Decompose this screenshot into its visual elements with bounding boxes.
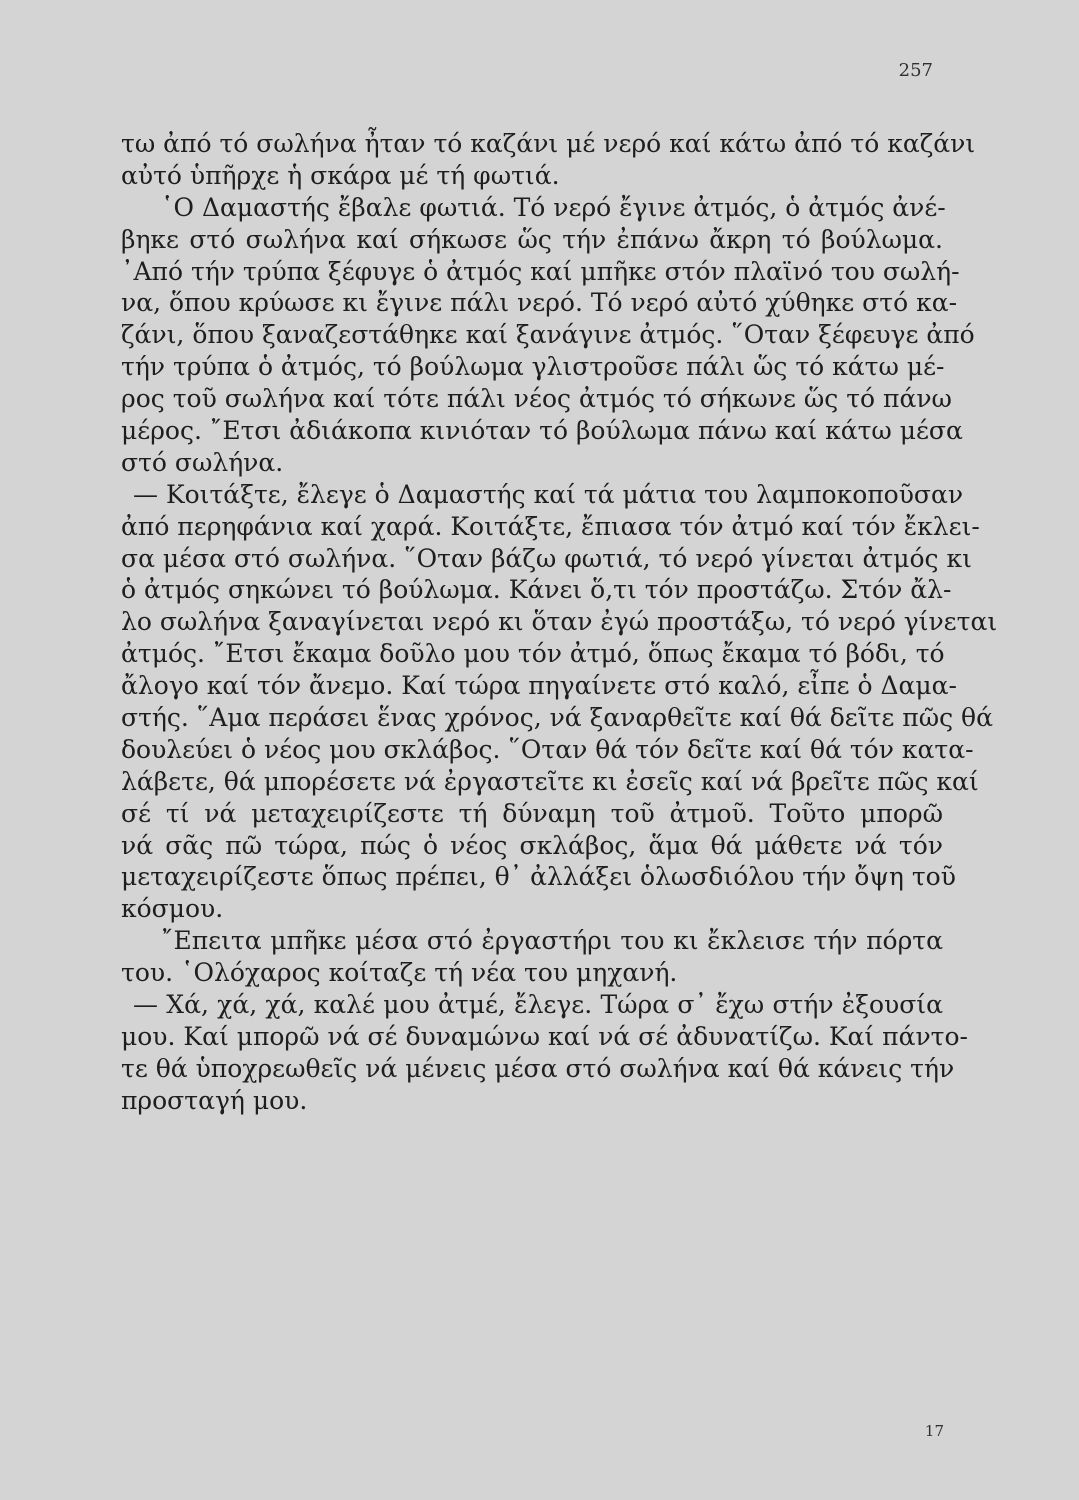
page-number: 257 (898, 60, 933, 81)
text-line: ᾿Από τήν τρύπα ξέφυγε ὁ ἀτμός καί μπῆκε στόν πλαϊνό του σωλή- (121, 256, 960, 286)
text-line: να, ὅπου κρύωσε κι ἔγινε πάλι νερό. Τό νερό αὐτό χύθηκε στό κα- (121, 288, 958, 318)
text-line: λο σωλήνα ξαναγίνεται νερό κι ὅταν ἐγώ προστάξω, τό νερό γίνεται (121, 607, 998, 637)
text-line: τήν τρύπα ὁ ἀτμός, τό βούλωμα γλιστροῦσε πάλι ὥς τό κάτω μέ- (121, 352, 945, 382)
text-line: μεταχειρίζεστε ὅπως πρέπει, θ᾿ ἀλλάξει ὁλωσδιόλου τήν ὄψη τοῦ (121, 862, 956, 892)
text-line: ῾Ο Δαμαστής ἔβαλε φωτιά. Τό νερό ἔγινε ἀτμός, ὁ ἀτμός ἀνέ- (161, 192, 946, 222)
text-line: κόσμου. (121, 894, 224, 924)
text-line: βηκε στό σωλήνα καί σήκωσε ὥς τήν ἐπάνω ἄκρη τό βούλωμα. (121, 224, 943, 254)
text-line: στής. ῞Αμα περάσει ἕνας χρόνος, νά ξαναρθεῖτε καί θά δεῖτε πῶς θά (121, 703, 993, 733)
text-line: αὐτό ὑπῆρχε ἡ σκάρα μέ τή φωτιά. (121, 160, 560, 190)
text-line: τε θά ὑποχρεωθεῖς νά μένεις μέσα στό σωλήνα καί θά κάνεις τήν (121, 1053, 955, 1083)
text-line: προσταγή μου. (121, 1085, 308, 1115)
text-line: στό σωλήνα. (121, 447, 284, 477)
text-line: ἀτμός. ῎Ετσι ἔκαμα δοῦλο μου τόν ἀτμό, ὅπως ἔκαμα τό βόδι, τό (121, 639, 945, 669)
text-line: ἄλογο καί τόν ἄνεμο. Καί τώρα πηγαίνετε στό καλό, εἶπε ὁ Δαμα- (121, 671, 957, 701)
text-line: ὁ ἀτμός σηκώνει τό βούλωμα. Κάνει ὅ,τι τόν προστάζω. Στόν ἄλ- (121, 575, 952, 605)
text-line: ρος τοῦ σωλήνα καί τότε πάλι νέος ἀτμός τό σήκωνε ὥς τό πάνω (121, 384, 952, 414)
text-line: ζάνι, ὅπου ξαναζεστάθηκε καί ξανάγινε ἀτμός. ῞Οταν ξέφευγε ἀπό (121, 320, 975, 350)
text-line: νά σᾶς πῶ τώρα, πώς ὁ νέος σκλάβος, ἅμα θά μάθετε νά τόν (121, 830, 943, 860)
text-line: ῎Επειτα μπῆκε μέσα στό ἐργαστήρι του κι ἔκλεισε τήν πόρτα (161, 926, 943, 956)
text-line: τω ἀπό τό σωλήνα ἦταν τό καζάνι μέ νερό καί κάτω ἀπό τό καζάνι (121, 129, 976, 158)
body-text (121, 128, 998, 1117)
signature-mark: 17 (924, 1422, 944, 1440)
text-line: του. ῾Ολόχαρος κοίταζε τή νέα του μηχανή. (121, 958, 678, 988)
text-line: σα μέσα στό σωλήνα. ῞Οταν βάζω φωτιά, τό νερό γίνεται ἀτμός κι (121, 543, 972, 573)
text-line: ἀπό περηφάνια καί χαρά. Κοιτάξτε, ἔπιασα τόν ἀτμό καί τόν ἔκλει- (121, 511, 980, 541)
text-line: — Χά, χά, χά, καλέ μου ἀτμέ, ἔλεγε. Τώρα σ᾿ ἔχω στήν ἐξουσία (133, 990, 943, 1020)
text-line: σέ τί νά μεταχειρίζεστε τή δύναμη τοῦ ἀτμοῦ. Τοῦτο μπορῶ (121, 798, 943, 828)
text-line: δουλεύει ὁ νέος μου σκλάβος. ῞Οταν θά τόν δεῖτε καί θά τόν κατα- (121, 734, 974, 764)
text-line: μέρος. ῎Ετσι ἀδιάκοπα κινιόταν τό βούλωμα πάνω καί κάτω μέσα (121, 416, 963, 446)
text-line: λάβετε, θά μπορέσετε νά ἐργαστεῖτε κι ἐσεῖς καί νά βρεῖτε πῶς καί (121, 766, 979, 796)
text-line: μου. Καί μπορῶ νά σέ δυναμώνω καί νά σέ ἀδυνατίζω. Καί πάντο- (121, 1021, 969, 1051)
text-line: — Κοιτάξτε, ἔλεγε ὁ Δαμαστής καί τά μάτια του λαμποκοποῦσαν (133, 479, 964, 509)
